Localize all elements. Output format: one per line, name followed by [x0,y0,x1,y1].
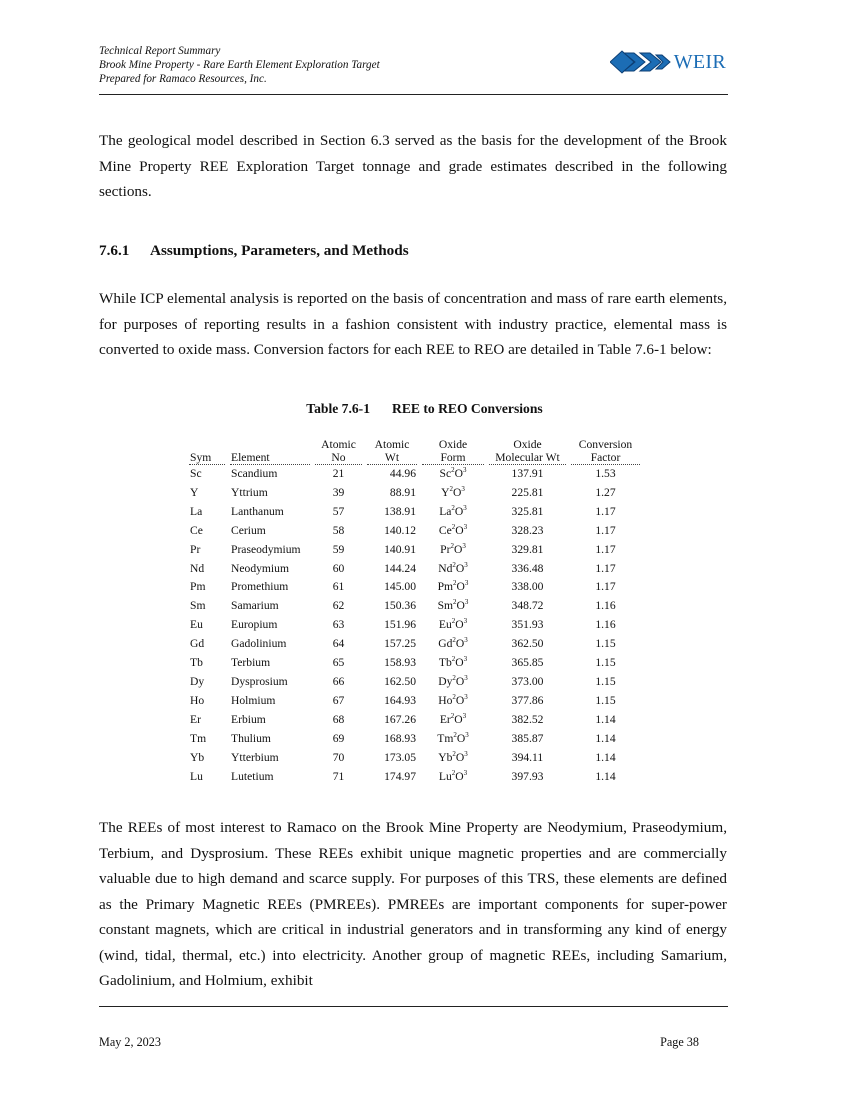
cell-sym: Ce [190,523,203,537]
cell-atomic-no: 21 [332,467,345,480]
cell-conversion-factor: 1.17 [595,561,616,575]
table-body [189,465,640,786]
cell-conversion-factor: 1.27 [595,485,616,499]
cell-sym: Y [190,485,199,499]
cell-sym: Nd [190,561,205,575]
cell-sym: Tb [190,656,203,670]
cell-sym: Yb [190,750,205,764]
cell-element: Terbium [231,656,271,670]
cell-sym: Sm [190,599,206,613]
cell-oxide-molecular-wt: 373.00 [511,674,544,688]
cell-element: Europium [231,618,278,632]
cell-oxide-form: $Sm^2O^3$ [437,598,469,613]
cell-atomic-wt: 144.24 [384,561,416,575]
cell-conversion-factor: 1.14 [595,769,616,783]
section-title: Assumptions, Parameters, and Methods [150,242,409,259]
cell-oxide-molecular-wt: 325.81 [511,504,544,518]
cell-conversion-factor: 1.53 [595,467,616,480]
cell-atomic-wt: 151.96 [384,618,416,632]
header-oxide-form: Oxide Form [422,438,484,465]
table-row [189,749,640,768]
cell-element: Thulium [231,731,271,745]
table-row [189,560,640,579]
cell-atomic-wt: 140.12 [384,523,416,537]
table-caption [0,401,849,417]
table-row [189,484,640,503]
table-row [189,541,640,560]
cell-sym: Tm [190,731,207,745]
cell-atomic-no: 64 [332,637,345,651]
cell-oxide-molecular-wt: 377.86 [511,693,544,707]
page-number: Page 38 [660,1035,699,1049]
cell-element: Gadolinium [231,637,287,651]
cell-sym: Pr [190,542,201,556]
cell-atomic-no: 59 [332,542,345,556]
cell-oxide-form: $Tb^2O^3$ [438,655,468,670]
cell-oxide-form: $Dy^2O^3$ [438,673,468,688]
header-oxide-molecular-wt: Oxide Molecular Wt [489,438,566,465]
cell-element: Neodymium [231,561,289,575]
cell-oxide-molecular-wt: 329.81 [511,542,544,556]
cell-oxide-form: $Er^2O^3$ [439,711,467,726]
cell-atomic-no: 61 [332,580,345,594]
cell-atomic-no: 68 [332,712,345,726]
table-row [189,711,640,730]
cell-atomic-wt: 158.93 [384,656,416,670]
table-number: Table 7.6-1 [306,401,370,416]
cell-atomic-no: 69 [332,731,345,745]
cell-sym: Sc [190,467,202,480]
cell-element: Scandium [231,467,278,480]
table-title: REE to REO Conversions [392,401,543,416]
weir-logo [610,50,726,74]
cell-atomic-no: 63 [332,618,345,632]
cell-oxide-molecular-wt: 348.72 [511,599,544,613]
page-header [99,44,728,95]
cell-atomic-wt: 150.36 [384,599,416,613]
table-row [189,635,640,654]
header-atomic-wt: Atomic Wt [367,438,417,465]
paragraph-intro: The geological model described in Section 6.3 served as the basis for the development of the Brook Mine Property REE Exploration Target tonnage and grade estimates described in the following sections. [99,132,727,200]
cell-atomic-wt: 167.26 [384,712,416,726]
table-row [189,768,640,787]
section-number: 7.6.1 [99,242,130,259]
cell-element: Yttrium [231,485,268,499]
cell-atomic-no: 71 [332,769,345,783]
cell-oxide-molecular-wt: 336.48 [511,561,544,575]
table-row [189,578,640,597]
cell-atomic-wt: 88.91 [389,485,416,499]
cell-oxide-form: $Yb^2O^3$ [438,749,468,764]
cell-sym: Er [190,712,201,726]
table-row [189,673,640,692]
cell-oxide-molecular-wt: 338.00 [511,580,544,594]
table-row [189,654,640,673]
ree-conversion-table [184,438,645,786]
cell-element: Lanthanum [231,504,284,518]
cell-oxide-molecular-wt: 137.91 [511,467,544,480]
cell-conversion-factor: 1.14 [595,712,616,726]
cell-oxide-form: $Lu^2O^3$ [438,768,468,783]
table-row [189,465,640,484]
cell-conversion-factor: 1.15 [595,693,616,707]
footer-divider [99,1006,728,1007]
cell-conversion-factor: 1.16 [595,599,616,613]
cell-atomic-no: 39 [332,485,345,499]
cell-oxide-molecular-wt: 397.93 [511,769,544,783]
cell-sym: Dy [190,674,205,688]
cell-sym: Pm [190,580,206,594]
cell-atomic-wt: 168.93 [384,731,416,745]
cell-atomic-wt: 157.25 [384,637,416,651]
cell-element: Dysprosium [231,674,288,688]
cell-oxide-form: $Pr^2O^3$ [440,541,466,556]
cell-oxide-molecular-wt: 362.50 [511,637,544,651]
cell-element: Lutetium [231,769,274,783]
cell-conversion-factor: 1.17 [595,580,616,594]
table-row [189,730,640,749]
table-row [189,503,640,522]
cell-element: Praseodymium [231,542,301,556]
cell-oxide-form: $Nd^2O^3$ [438,560,468,575]
header-atomic-no: Atomic No [315,438,362,465]
cell-oxide-molecular-wt: 328.23 [511,523,544,537]
cell-oxide-form: $Y^2O^3$ [441,484,465,499]
cell-oxide-form: $Tm^2O^3$ [437,730,469,745]
logo-wordmark: WEIR [673,50,726,73]
cell-element: Cerium [231,523,266,537]
cell-oxide-form: $Eu^2O^3$ [438,617,468,632]
header-line-report: Technical Report Summary [99,45,221,57]
cell-atomic-no: 57 [332,504,345,518]
table-row [189,616,640,635]
paragraph-interest: The REEs of most interest to Ramaco on the Brook Mine Property are Neodymium, Praseodymium, Terbium, and Dysprosium. These REEs exhibit unique magnetic properties and are commercially valuable due to high demand and scarce supply. For purposes of this TRS, these elements are defined as the Primary Magnetic REEs (PMREEs). PMREEs are important components for super-power constant magnets, which are critical in industrial generators and in transforming any kind of energy (wind, tidal, thermal, etc.) into electricity. Another group of magnetic REEs, including Samarium, Gadolinium, and Holmium, exhibit [99,819,727,989]
cell-conversion-factor: 1.15 [595,674,616,688]
table-row [189,597,640,616]
cell-sym: La [190,504,203,518]
cell-oxide-molecular-wt: 351.93 [511,618,544,632]
section-heading [99,242,409,260]
cell-atomic-no: 60 [332,561,345,575]
cell-oxide-molecular-wt: 225.81 [511,485,544,499]
cell-conversion-factor: 1.14 [595,750,616,764]
cell-atomic-wt: 145.00 [384,580,416,594]
cell-element: Ytterbium [231,750,279,764]
cell-oxide-form: $Ce^2O^3$ [438,522,468,537]
header-line-prepared-for: Prepared for Ramaco Resources, Inc. [99,73,267,86]
cell-conversion-factor: 1.16 [595,618,616,632]
cell-conversion-factor: 1.14 [595,731,616,745]
table-header-row [189,438,640,465]
cell-atomic-no: 58 [332,523,345,537]
cell-oxide-form: $Ho^2O^3$ [438,692,468,707]
footer-date: May 2, 2023 [99,1035,161,1049]
header-sym: Sym [189,438,225,465]
cell-oxide-form: $La^2O^3$ [439,503,467,518]
cell-oxide-form: $Pm^2O^3$ [437,579,469,594]
header-line-property: Brook Mine Property - Rare Earth Element Exploration Target [99,59,380,72]
cell-oxide-form: $Gd^2O^3$ [438,636,468,651]
cell-atomic-no: 70 [332,750,345,764]
cell-element: Erbium [231,712,266,726]
cell-oxide-molecular-wt: 365.85 [511,656,544,670]
cell-atomic-wt: 174.97 [384,769,416,783]
cell-element: Promethium [231,580,289,594]
header-element: Element [230,438,310,465]
cell-element: Samarium [231,599,279,613]
cell-element: Holmium [231,693,276,707]
cell-conversion-factor: 1.15 [595,656,616,670]
cell-atomic-wt: 162.50 [384,674,416,688]
cell-sym: Eu [190,618,203,632]
cell-oxide-molecular-wt: 385.87 [511,731,544,745]
table-row [189,692,640,711]
cell-atomic-wt: 140.91 [384,542,416,556]
cell-conversion-factor: 1.15 [595,637,616,651]
cell-atomic-no: 67 [332,693,345,707]
table-row [189,522,640,541]
cell-atomic-no: 62 [332,599,345,613]
cell-sym: Ho [190,693,205,707]
cell-oxide-molecular-wt: 382.52 [511,712,544,726]
cell-atomic-no: 66 [332,674,345,688]
cell-atomic-wt: 44.96 [389,467,416,480]
cell-conversion-factor: 1.17 [595,504,616,518]
cell-oxide-molecular-wt: 394.11 [511,750,544,764]
cell-conversion-factor: 1.17 [595,523,616,537]
cell-atomic-no: 65 [332,656,345,670]
cell-sym: Lu [190,769,203,783]
cell-sym: Gd [190,637,205,651]
cell-oxide-form: $Sc^2O^3$ [439,466,467,480]
paragraph-conversion: While ICP elemental analysis is reported on the basis of concentration and mass of rare earth elements, for purposes of reporting results in a fashion consistent with industry practice, elemental mass is converted to oxide mass. Conversion factors for each REE to REO are detailed in Table 7.6-1 below: [99,290,727,358]
cell-conversion-factor: 1.17 [595,542,616,556]
cell-atomic-wt: 138.91 [384,504,416,518]
cell-atomic-wt: 164.93 [384,693,416,707]
cell-atomic-wt: 173.05 [384,750,416,764]
chevron-diamonds-icon [610,50,672,74]
header-conversion-factor: Conversion Factor [571,438,640,465]
